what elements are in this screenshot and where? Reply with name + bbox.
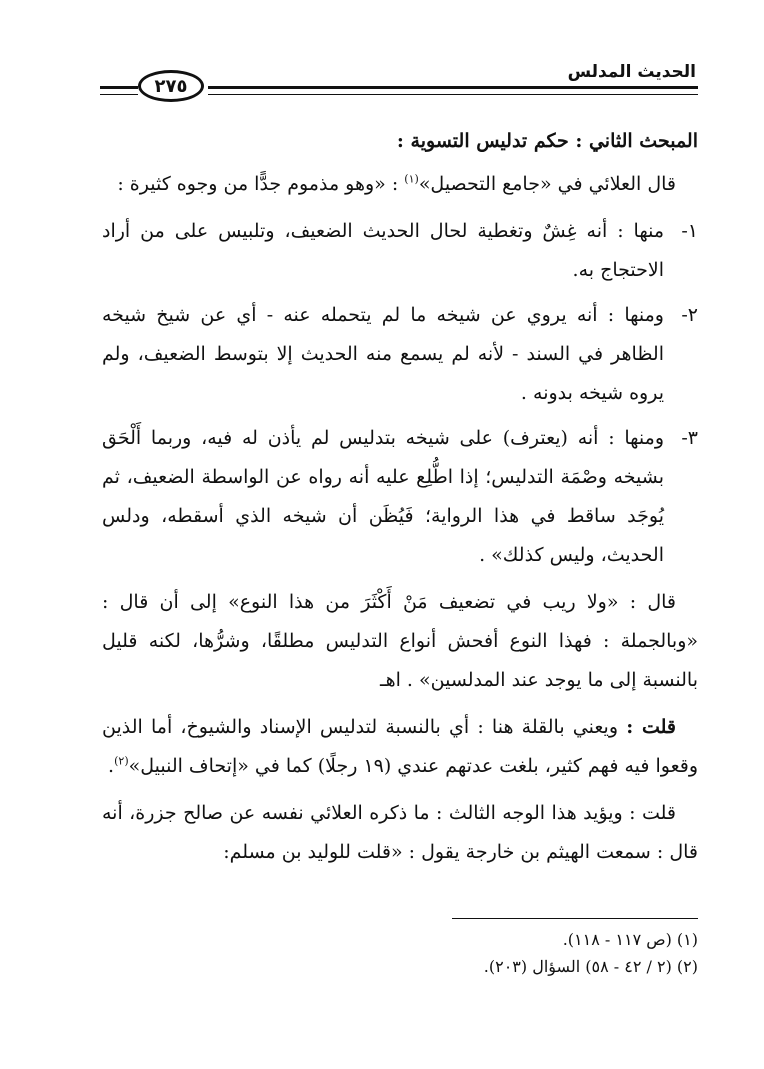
intro-text-after: : «وهو مذموم جدًّا من وجوه كثيرة :	[117, 173, 405, 195]
body-text	[102, 122, 698, 880]
intro-text: قال العلائي في «جامع التحصيل»	[418, 173, 676, 195]
running-title: الحديث المدلس	[567, 62, 696, 82]
footnote-ref-1: (١)	[404, 172, 419, 186]
footnote-divider	[452, 918, 698, 919]
qult-text: ويعني بالقلة هنا : أي بالنسبة لتدليس الإسناد والشيوخ، أما الذين وقعوا فيه فهم كثير، بلغت عدتهم عندي (١٩ رجلًا) كما في «إتحاف النبيل»	[102, 716, 698, 777]
list-item-text: منها : أنه غِشٌ وتغطية لحال الحديث الضعيف، وتلبيس على من أراد الاحتجاج به.	[102, 220, 664, 281]
header-rule-long	[208, 86, 698, 95]
footnote-2: (٢) (٢ / ٤٢ - ٥٨) السؤال (٢٠٣).	[483, 957, 698, 976]
page-number: ٢٧٥	[138, 70, 204, 102]
list-item	[102, 419, 698, 575]
footnotes	[102, 926, 698, 980]
quote-paragraph: قال : «ولا ريب في تضعيف مَنْ أَكْثَرَ من هذا النوع» إلى أن قال : «وبالجملة : فهذا النوع أفحش أنواع التدليس مطلقًا، وشرُّها، لكنه قليل بالنسبة إلى ما يوجد عند المدلسين» . اهـ	[102, 591, 698, 691]
intro-paragraph	[102, 165, 698, 204]
list-item	[102, 212, 698, 290]
list-item-text: ومنها : أنه يروي عن شيخه ما لم يتحمله عنه - أي عن شيخ شيخه الظاهر في السند - لأنه لم يسمع منه الحديث إلا بتوسط الضعيف، ولم يروه شيخه بدونه .	[102, 304, 664, 404]
qult-lead: قلت :	[626, 716, 676, 738]
last-paragraph: قلت : ويؤيد هذا الوجه الثالث : ما ذكره العلائي نفسه عن صالح جزرة، أنه قال : سمعت الهيثم بن خارجة يقول : «قلت للوليد بن مسلم:	[102, 802, 698, 863]
list-item-text: ومنها : أنه (يعترف) على شيخه بتدليس لم يأذن له فيه، وربما أَلْحَق بشيخه وصْمَة التدليس؛ إذا اطُّلِع عليه أنه رواه عن الواسطة الضعيف، ثم يُوجَد ساقط في هذا الرواية؛ فَيُظَن أن شيخه الذي أسقطه، ودلس الحديث، وليس كذلك» .	[102, 427, 664, 566]
list-item-number: ٢-	[681, 304, 698, 326]
list-item-number: ٣-	[681, 427, 698, 449]
section-title: المبحث الثاني : حكم تدليس التسوية :	[396, 130, 698, 152]
qult-text-after: .	[108, 755, 115, 777]
qult-paragraph	[102, 708, 698, 786]
list-item-number: ١-	[681, 220, 698, 242]
footnote-1: (١) (ص ١١٧ - ١١٨).	[562, 930, 698, 949]
reasons-list	[102, 212, 698, 575]
list-item	[102, 296, 698, 413]
footnote-ref-2: (٢)	[114, 754, 129, 768]
header-rule-short	[100, 86, 138, 95]
